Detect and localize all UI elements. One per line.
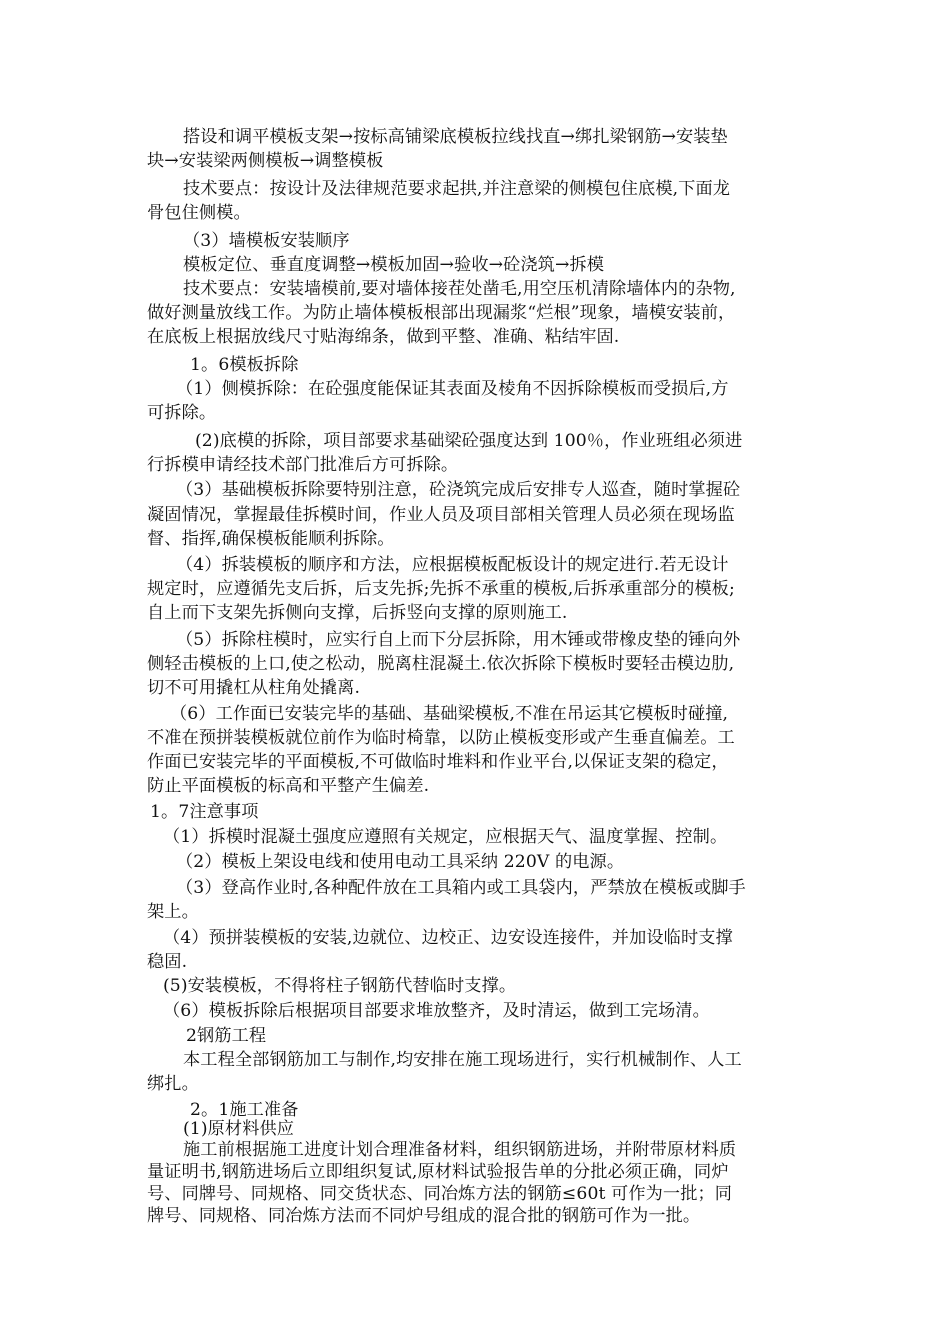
paragraph-line: （6）工作面已安装完毕的基础、基础梁模板,不准在吊运其它模板时碰撞, bbox=[170, 704, 729, 724]
section-heading: 2。1施工准备 bbox=[190, 1100, 299, 1120]
section-heading: （3）墙模板安装顺序 bbox=[183, 231, 350, 251]
paragraph-line: 督、指挥,确保模板能顺利拆除。 bbox=[147, 529, 395, 549]
paragraph-line: 在底板上根据放线尺寸贴海绵条，做到平整、准确、粘结牢固. bbox=[147, 327, 620, 347]
paragraph-line: 规定时，应遵循先支后拆，后支先拆;先拆不承重的模板,后拆承重部分的模板; bbox=[147, 579, 735, 599]
section-heading: 2钢筋工程 bbox=[186, 1026, 267, 1046]
paragraph-line: 不准在预拼装模板就位前作为临时椅靠，以防止模板变形或产生垂直偏差。工 bbox=[147, 728, 735, 748]
paragraph-line: 侧轻击模板的上口,使之松动，脱离柱混凝土.依次拆除下模板时要轻击模边肋, bbox=[147, 654, 735, 674]
paragraph-line: （4）预拼装模板的安装,边就位、边校正、边安设连接件，并加设临时支撑 bbox=[163, 928, 733, 948]
paragraph-line: 骨包住侧模。 bbox=[147, 203, 251, 223]
paragraph-line: 搭设和调平模板支架→按标高铺梁底模板拉线找直→绑扎梁钢筋→安装垫 bbox=[183, 127, 728, 147]
paragraph-line: 施工前根据施工进度计划合理准备材料，组织钢筋进场，并附带原材料质 bbox=[183, 1140, 737, 1160]
paragraph-line: 可拆除。 bbox=[147, 403, 217, 423]
paragraph-line: （5）拆除柱模时，应实行自上而下分层拆除，用木锤或带橡皮垫的锤向外 bbox=[176, 630, 741, 650]
paragraph-line: 做好测量放线工作。为防止墙体模板根部出现漏浆“烂根”现象，墙模安装前， bbox=[147, 303, 736, 323]
paragraph-line: 行拆模申请经技术部门批准后方可拆除。 bbox=[147, 455, 459, 475]
paragraph-line: 防止平面模板的标高和平整产生偏差. bbox=[147, 776, 430, 796]
paragraph-line: (2)底模的拆除，项目部要求基础梁砼强度达到 100％，作业班组必须进 bbox=[195, 431, 743, 451]
paragraph-line: 牌号、同规格、同冶炼方法而不同炉号组成的混合批的钢筋可作为一批。 bbox=[147, 1206, 701, 1226]
section-heading: 1。6模板拆除 bbox=[190, 355, 299, 375]
paragraph-line: 本工程全部钢筋加工与制作,均安排在施工现场进行，实行机械制作、人工 bbox=[183, 1050, 742, 1070]
paragraph-line: 稳固. bbox=[147, 952, 188, 972]
paragraph-line: （1）侧模拆除：在砼强度能保证其表面及棱角不因拆除模板而受损后,方 bbox=[176, 379, 729, 399]
paragraph-line: 技术要点：按设计及法律规范要求起拱,并注意梁的侧模包住底模,下面龙 bbox=[183, 179, 731, 199]
paragraph-line: （3）基础模板拆除要特别注意，砼浇筑完成后安排专人巡查，随时掌握砼 bbox=[176, 480, 741, 500]
paragraph-line: （3）登高作业时,各种配件放在工具箱内或工具袋内，严禁放在模板或脚手 bbox=[176, 878, 746, 898]
paragraph-line: 自上而下支架先拆侧向支撑，后拆竖向支撑的原则施工. bbox=[147, 603, 568, 623]
paragraph-line: （1）拆模时混凝土强度应遵照有关规定，应根据天气、温度掌握、控制。 bbox=[163, 827, 728, 847]
paragraph-line: （6）模板拆除后根据项目部要求堆放整齐，及时清运，做到工完场清。 bbox=[163, 1001, 710, 1021]
paragraph-line: 作面已安装完毕的平面模板,不可做临时堆料和作业平台,以保证支架的稳定， bbox=[147, 752, 729, 772]
section-heading: (1)原材料供应 bbox=[183, 1119, 295, 1139]
paragraph-line: 量证明书,钢筋进场后立即组织复试,原材料试验报告单的分批必须正确，同炉 bbox=[147, 1162, 729, 1182]
paragraph-line: （4）拆装模板的顺序和方法，应根据模板配板设计的规定进行.若无设计 bbox=[176, 555, 729, 575]
paragraph-line: （2）模板上架设电线和使用电动工具采纳 220V 的电源。 bbox=[176, 852, 625, 872]
section-heading: 1。7注意事项 bbox=[150, 802, 259, 822]
paragraph-line: 号、同牌号、同规格、同交货状态、同冶炼方法的钢筋≤60t 可作为一批；同 bbox=[147, 1184, 733, 1204]
paragraph-line: 模板定位、垂直度调整→模板加固→验收→砼浇筑→拆模 bbox=[183, 255, 605, 275]
paragraph-line: 凝固情况，掌握最佳拆模时间，作业人员及项目部相关管理人员必须在现场监 bbox=[147, 505, 735, 525]
paragraph-line: (5)安装模板，不得将柱子钢筋代替临时支撑。 bbox=[163, 976, 517, 996]
paragraph-line: 架上。 bbox=[147, 902, 199, 922]
paragraph-line: 切不可用撬杠从柱角处撬离. bbox=[147, 678, 361, 698]
paragraph-line: 技术要点：安装墙模前,要对墙体接茬处凿毛,用空压机清除墙体内的杂物, bbox=[183, 279, 736, 299]
paragraph-line: 块→安装梁两侧模板→调整模板 bbox=[147, 151, 384, 171]
paragraph-line: 绑扎。 bbox=[147, 1074, 199, 1094]
